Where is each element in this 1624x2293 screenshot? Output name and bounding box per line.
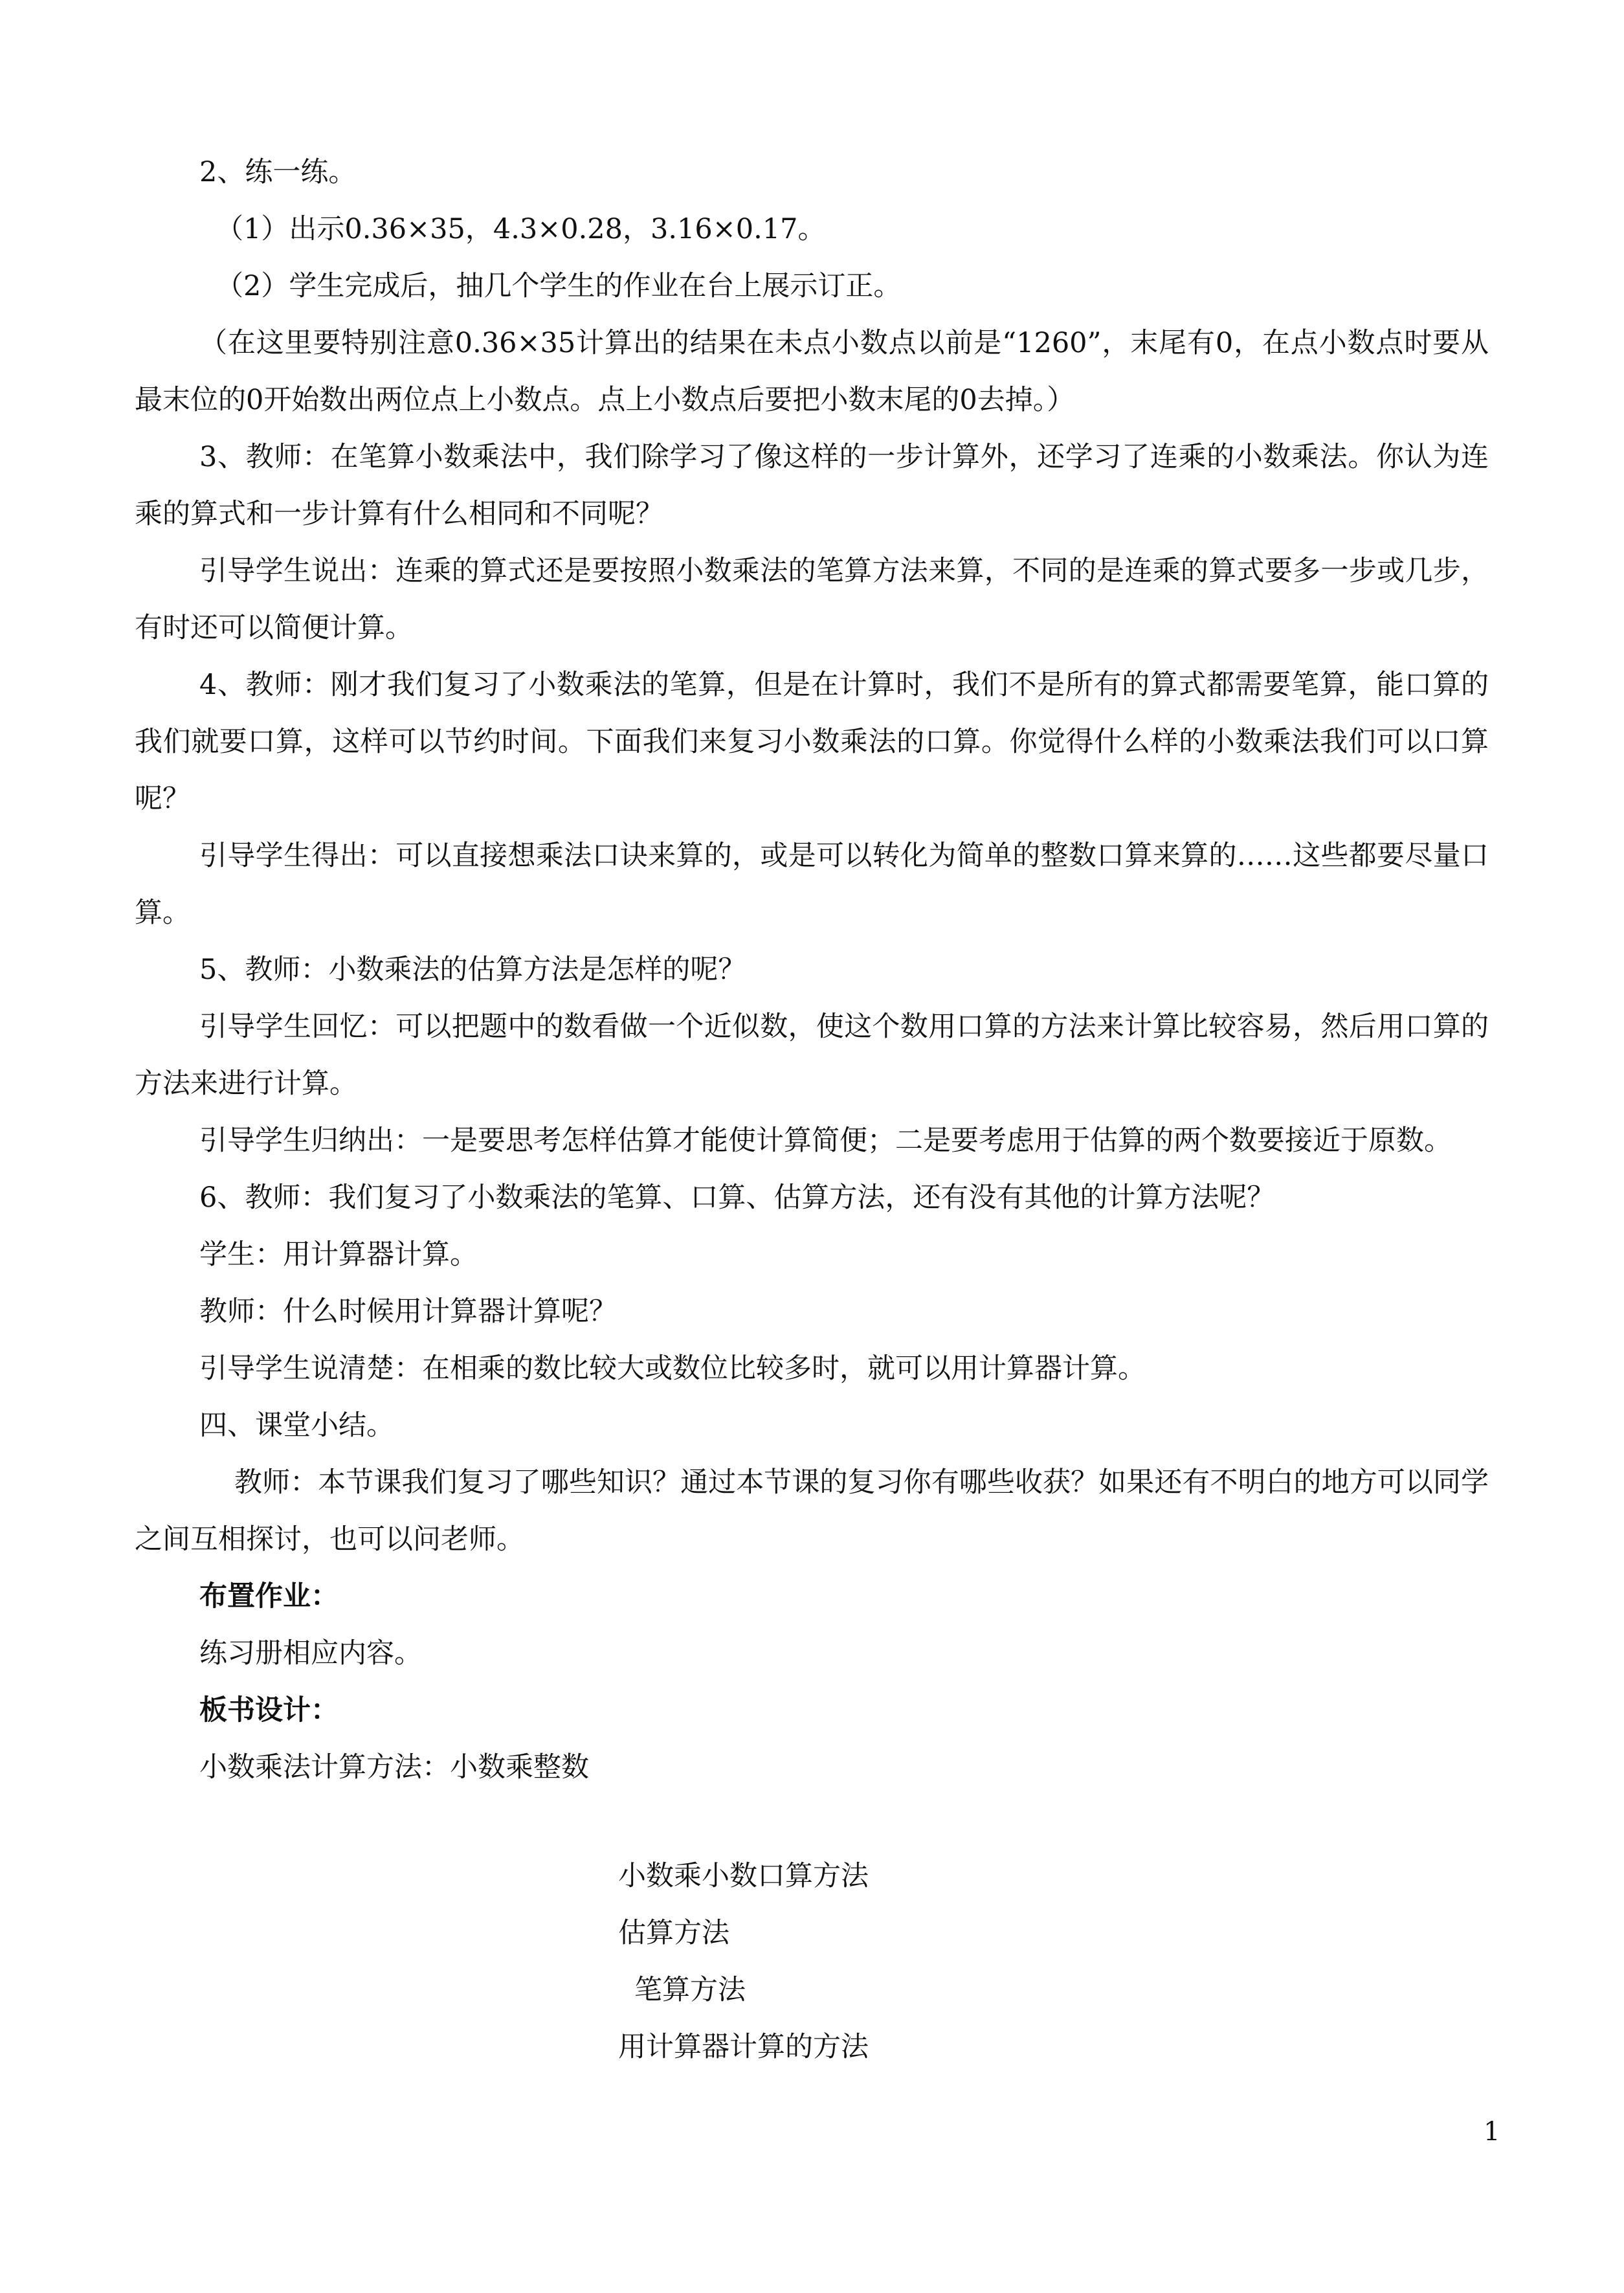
paragraph-teacher-question: 教师：什么时候用计算器计算呢？ <box>199 1295 617 1328</box>
board-item-oral: 小数乘小数口算方法 <box>618 1860 869 1892</box>
paragraph-guide-1: 引导学生说出：连乘的算式还是要按照小数乘法的笔算方法来算，不同的是连乘的算式要多一步或几步，有时还可以简便计算。 <box>135 555 1489 644</box>
paragraph-teacher-3: 3、教师：在笔算小数乘法中，我们除学习了像这样的一步计算外，还学习了连乘的小数乘法。你认为连乘的算式和一步计算有什么相同和不同呢？ <box>135 441 1489 530</box>
paragraph-guide-4: 引导学生归纳出：一是要思考怎样估算才能使计算简便；二是要考虑用于估算的两个数要接近于原数。 <box>199 1124 1452 1157</box>
paragraph-guide-2: 引导学生得出：可以直接想乘法口诀来算的，或是可以转化为简单的整数口算来算的……这些都要尽量口算。 <box>135 840 1489 929</box>
paragraph-guide-3: 引导学生回忆：可以把题中的数看做一个近似数，使这个数用口算的方法来计算比较容易，然后用口算的方法来进行计算。 <box>135 1011 1489 1100</box>
paragraph-teacher-6: 6、教师：我们复习了小数乘法的笔算、口算、估算方法，还有没有其他的计算方法呢？ <box>199 1181 1275 1214</box>
paragraph-teacher-4: 4、教师：刚才我们复习了小数乘法的笔算，但是在计算时，我们不是所有的算式都需要笔算，能口算的我们就要口算，这样可以节约时间。下面我们来复习小数乘法的口算。你觉得什么样的小数乘法我们可以口算呢？ <box>135 669 1489 815</box>
paragraph-summary: 教师：本节课我们复习了哪些知识？通过本节课的复习你有哪些收获？如果还有不明白的地方可以同学之间互相探讨，也可以问老师。 <box>135 1466 1489 1556</box>
document-body <box>135 144 1489 1796</box>
board-item-written: 笔算方法 <box>634 1974 746 2006</box>
paragraph-guide-5: 引导学生说清楚：在相乘的数比较大或数位比较多时，就可以用计算器计算。 <box>199 1352 1146 1385</box>
board-title: 小数乘法计算方法：小数乘整数 <box>199 1751 589 1784</box>
homework-text: 练习册相应内容。 <box>199 1637 422 1670</box>
paragraph-teacher-5: 5、教师：小数乘法的估算方法是怎样的呢？ <box>199 954 746 986</box>
paragraph-practice-item-2: （2）学生完成后，抽几个学生的作业在台上展示订正。 <box>216 270 902 302</box>
page-number: 1 <box>1484 2117 1500 2147</box>
board-item-calculator: 用计算器计算的方法 <box>618 2031 869 2063</box>
homework-heading: 布置作业： <box>199 1580 339 1613</box>
board-item-estimate: 估算方法 <box>618 1917 729 1949</box>
board-heading: 板书设计： <box>199 1694 339 1727</box>
paragraph-practice-item-1: （1）出示0.36×35，4.3×0.28，3.16×0.17。 <box>216 213 826 245</box>
section-summary-heading: 四、课堂小结。 <box>199 1409 394 1442</box>
paragraph-student: 学生：用计算器计算。 <box>199 1238 478 1271</box>
paragraph-practice-heading: 2、练一练。 <box>199 156 357 188</box>
paragraph-note: （在这里要特别注意0.36×35计算出的结果在未点小数点以前是“1260”，末尾有0，在点小数点时要从最末位的0开始数出两位点上小数点。点上小数点后要把小数末尾的0去掉。） <box>135 327 1489 416</box>
